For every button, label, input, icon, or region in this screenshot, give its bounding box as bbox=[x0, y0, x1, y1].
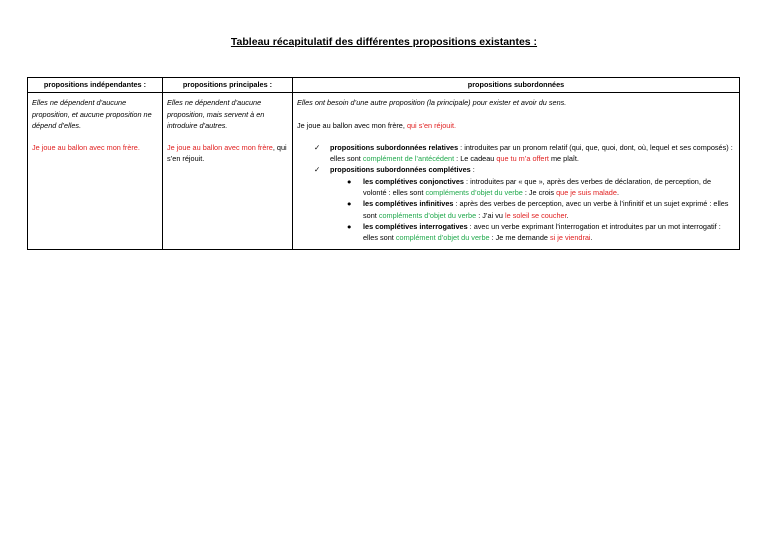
principales-example: Je joue au ballon avec mon frère, qui s’en réjouit. bbox=[167, 143, 287, 164]
completives-sublist bbox=[330, 176, 735, 244]
header-subordonnees: propositions subordonnées bbox=[293, 78, 740, 93]
list-item-infinitives: ● les complétives infinitives : après des verbes de perception, avec un verbe à l’infinitif et un sujet exprimé : elles sont compléments d’objet du verbe : J’ai vu le soleil se coucher. bbox=[347, 199, 729, 220]
principales-definition: Elles ne dépendent d’aucune proposition, mais servent à en introduire d’autres. bbox=[167, 98, 265, 130]
bullet-icon: ● bbox=[347, 199, 352, 209]
bullet-icon: ● bbox=[347, 221, 352, 231]
page-title: Tableau récapitulatif des différentes propositions existantes : bbox=[230, 36, 538, 48]
checkmark-icon: ✓ bbox=[314, 142, 321, 152]
table-row bbox=[28, 93, 740, 249]
list-item-interrogatives: ● les complétives interrogatives : avec un verbe exprimant l’interrogation et introduites par un mot interrogatif : elles sont complément d’objet du verbe : Je me demande si je viendrai. bbox=[347, 221, 721, 243]
subordonnees-example: Je joue au ballon avec mon frère, qui s’en réjouit. bbox=[297, 120, 457, 130]
subordonnees-definition: Elles ont besoin d’une autre proposition (la principale) pour exister et avoir du sens. bbox=[297, 98, 567, 108]
list-item-completives: ✓ propositions subordonnées complétives : ● les complétives conjonctives : introduites par « que », après des verbes de déclaration, de perception, de volonté : elles sont compléments d’objet du verbe : Je crois que je suis malade. ● les complétives infinitives : après des verbes de perception, avec un verbe à l’infinitif et un sujet exprimé : elles sont compléments d’objet du verbe : J’ai vu le soleil se coucher. ● les complétives interrogatives : avec un verbe exprimant l’interrogation et introduites par un mot interrogatif : elles sont complément d’objet du verbe : Je me demande si je viendrai. bbox=[314, 164, 735, 243]
cell-independantes bbox=[28, 93, 163, 249]
header-independantes: propositions indépendantes : bbox=[28, 78, 163, 93]
independantes-definition: Elles ne dépendent d’aucune proposition, et aucune proposition ne dépend d’elles. bbox=[32, 98, 152, 130]
checkmark-icon: ✓ bbox=[314, 165, 321, 175]
table-header-row bbox=[28, 78, 740, 93]
cell-principales bbox=[163, 93, 293, 249]
bullet-icon: ● bbox=[347, 176, 352, 186]
independantes-example: Je joue au ballon avec mon frère. bbox=[32, 143, 140, 153]
subordonnees-list bbox=[297, 142, 735, 244]
list-item-conjonctives: ● les complétives conjonctives : introduites par « que », après des verbes de déclaration, de perception, de volonté : elles sont compléments d’objet du verbe : Je crois que je suis malade. bbox=[347, 176, 712, 198]
list-item-relatives: ✓ propositions subordonnées relatives : introduites par un pronom relatif (qui, que, quoi, dont, où, lequel et ses composés) : elles sont complément de l’antécédent : Le cadeau que tu m’a offert me plaît. bbox=[314, 142, 733, 164]
header-principales: propositions principales : bbox=[163, 78, 293, 93]
cell-subordonnees bbox=[293, 93, 740, 249]
summary-table bbox=[27, 77, 740, 250]
